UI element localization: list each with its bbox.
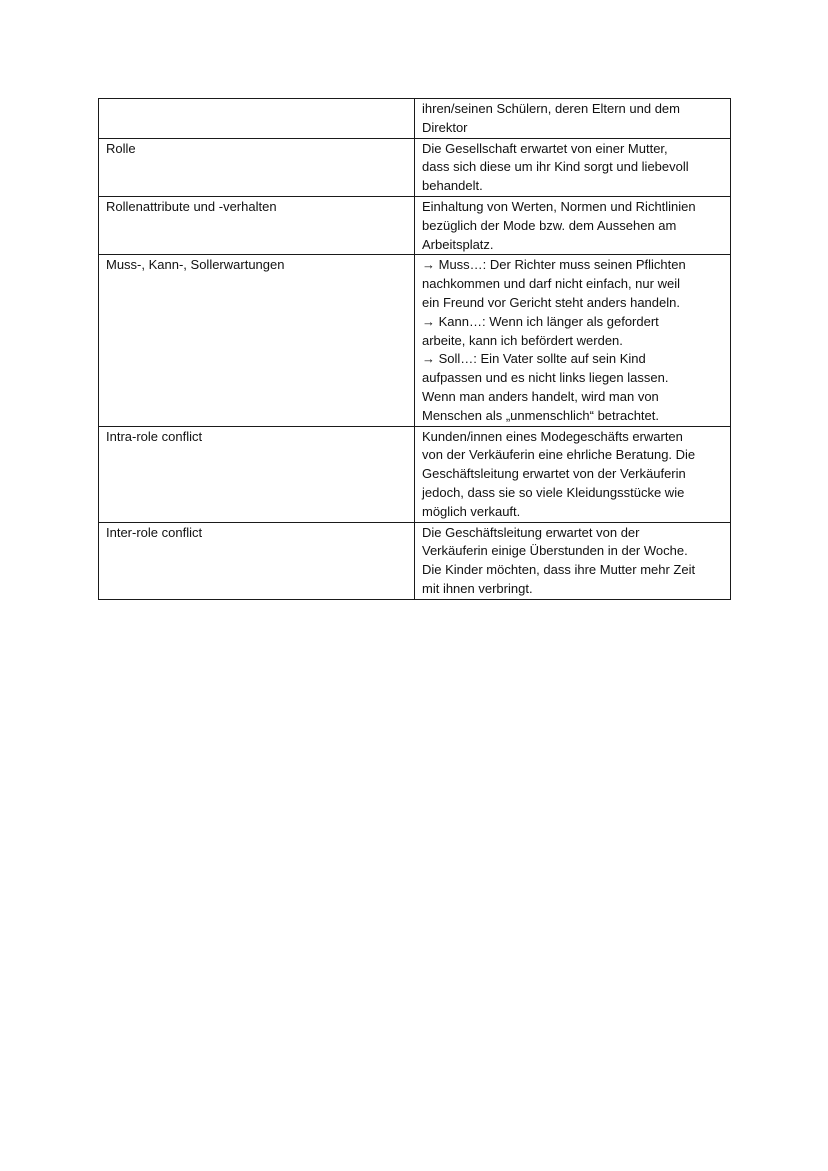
term-cell: Intra-role conflict bbox=[99, 426, 415, 522]
term-cell: Rollenattribute und -verhalten bbox=[99, 196, 415, 254]
term-cell bbox=[99, 99, 415, 139]
term-cell: Muss-, Kann-, Sollerwartungen bbox=[99, 255, 415, 426]
description-line: Die Geschäftsleitung erwartet von der bbox=[422, 524, 640, 540]
description-cell bbox=[415, 99, 731, 139]
table-row bbox=[99, 522, 731, 599]
description-cell bbox=[415, 255, 731, 426]
description-line: aufpassen und es nicht links liegen lassen. bbox=[422, 370, 669, 386]
table-row bbox=[99, 138, 731, 196]
description-line: Menschen als „unmenschlich“ betrachtet. bbox=[422, 407, 660, 423]
description-line: Wenn man anders handelt, wird man von bbox=[422, 388, 659, 404]
table-body bbox=[99, 99, 731, 600]
description-line: → Muss…: Der Richter muss seinen Pflichten bbox=[422, 257, 686, 273]
term-cell: Rolle bbox=[99, 138, 415, 196]
description-line: → Kann…: Wenn ich länger als gefordert bbox=[422, 313, 659, 329]
description-cell bbox=[415, 522, 731, 599]
description-line: möglich verkauft. bbox=[422, 503, 521, 519]
table-row bbox=[99, 426, 731, 522]
description-line: von der Verkäuferin eine ehrliche Beratung. Die bbox=[422, 447, 696, 463]
description-line: dass sich diese um ihr Kind sorgt und liebevoll bbox=[422, 159, 689, 175]
description-cell bbox=[415, 196, 731, 254]
term-cell: Inter-role conflict bbox=[99, 522, 415, 599]
description-cell bbox=[415, 138, 731, 196]
description-cell bbox=[415, 426, 731, 522]
description-line: → Soll…: Ein Vater sollte auf sein Kind bbox=[422, 351, 646, 367]
description-line: mit ihnen verbringt. bbox=[422, 580, 533, 596]
description-line: ein Freund vor Gericht steht anders handeln. bbox=[422, 294, 680, 310]
table-row bbox=[99, 99, 731, 139]
description-line: Verkäuferin einige Überstunden in der Woche. bbox=[422, 543, 688, 559]
description-line: ihren/seinen Schülern, deren Eltern und dem bbox=[422, 101, 680, 116]
description-line: Geschäftsleitung erwartet von der Verkäuferin bbox=[422, 466, 686, 482]
table-row bbox=[99, 255, 731, 426]
description-line: nachkommen und darf nicht einfach, nur weil bbox=[422, 276, 680, 292]
description-line: bezüglich der Mode bzw. dem Aussehen am bbox=[422, 217, 677, 233]
description-line: Arbeitsplatz. bbox=[422, 236, 494, 252]
description-line: Die Kinder möchten, dass ihre Mutter mehr Zeit bbox=[422, 562, 696, 578]
roles-table bbox=[98, 98, 731, 600]
description-line: Direktor bbox=[422, 119, 468, 135]
description-line: behandelt. bbox=[422, 178, 483, 194]
description-line: Die Gesellschaft erwartet von einer Mutter, bbox=[422, 140, 668, 156]
description-line: Kunden/innen eines Modegeschäfts erwarten bbox=[422, 428, 683, 444]
description-line: arbeite, kann ich befördert werden. bbox=[422, 332, 623, 348]
description-line: Einhaltung von Werten, Normen und Richtlinien bbox=[422, 198, 696, 214]
table-row bbox=[99, 196, 731, 254]
description-line: jedoch, dass sie so viele Kleidungsstücke wie bbox=[422, 484, 685, 500]
